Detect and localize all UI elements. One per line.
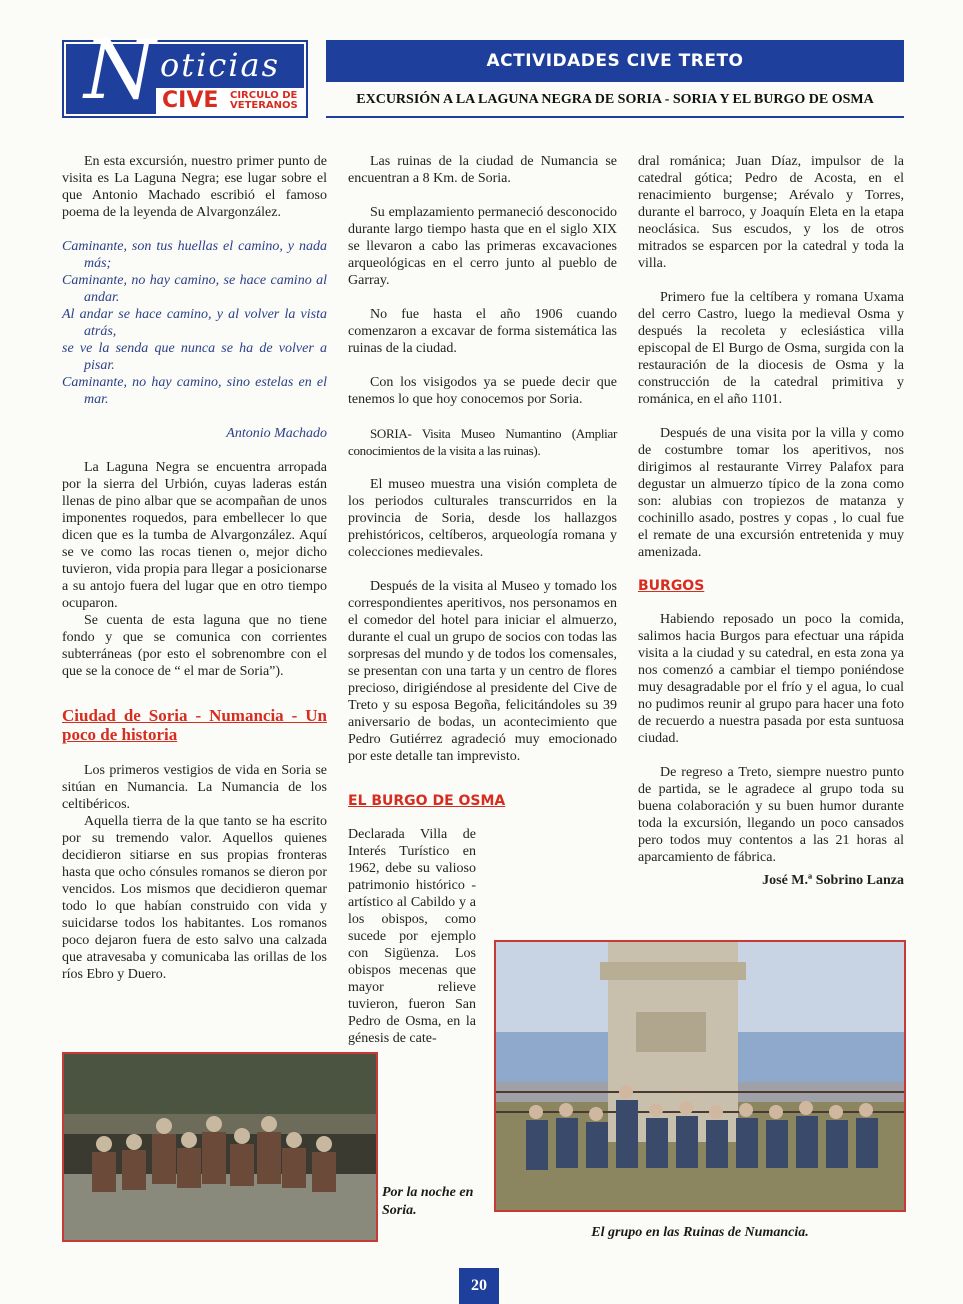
- paragraph: Primero fue la celtíbera y romana Uxama del cerro Castro, luego la medieval Osma y después la recoleta y eclesiástica villa episcopal de El Burgo de Osma, surgida con la restauración de la diocesis de Osma y la construcción de la catedral primitiva y románica, en el año 1101.: [638, 290, 904, 407]
- newsletter-logo: [62, 23, 308, 118]
- paragraph: Las ruinas de la ciudad de Numancia se encuentran a 8 Km. de Soria.: [348, 154, 617, 186]
- paragraph-partial: Declarada Villa de Interés Turístico en 1962, debe su valioso patrimonio histórico - artístico al Cabildo y a los obispos, como sucede por ejemplo con Sigüenza. Los obispos mecenas que mayor relieve tuvieron, fueron San Pedro de Osma, en la génesis de cate-: [348, 827, 476, 1046]
- column-3: [638, 153, 904, 889]
- paragraph: Aquella tierra de la que tanto se ha escrito por su tremendo valor. Aquellos quienes decidieron sitiarse en sus propias fronteras hasta que ocho cónsules romanos se dieron por vencidos. Los mismos que decidieron quemar todo lo que habían construido con vida y suicidarse todos los habitantes. Los romanos poco dejaron fuera de esto salvo una calzada que atravesaba y comunicaba las orillas de los ríos Ebro y Duero.: [62, 814, 327, 982]
- caption-photo-1: Por la noche en Soria.: [382, 1185, 474, 1218]
- paragraph: SORIA- Visita Museo Numantino (Ampliar conocimientos de la visita a las ruinas).: [348, 426, 617, 458]
- column-1: [62, 153, 327, 1000]
- logo-word: oticias: [160, 46, 281, 84]
- paragraph: Los primeros vestigios de vida en Soria se sitúan en Numancia. La Numancia de los celtibéricos.: [62, 763, 327, 812]
- column-2: [348, 153, 617, 1064]
- poem-line: Al andar se hace camino, y al volver la vista atrás,: [62, 307, 327, 339]
- poem-line: Caminante, no hay camino, sino estelas en el mar.: [62, 375, 327, 407]
- logo-brand: CIVE: [162, 88, 219, 113]
- group-photo-illustration: [64, 1054, 376, 1240]
- paragraph: El museo muestra una visión completa de los periodos culturales transcurridos en la provincia de Soria, desde los hallazgos prehistóricos, celtíberos, arqueología romana y colecciones medievales.: [348, 477, 617, 560]
- paragraph: Su emplazamiento permaneció desconocido durante largo tiempo hasta que en el siglo XIX se llevaron a cabo las primeras excavaciones arqueológicas en el cerro junto al pueblo de Garray.: [348, 205, 617, 288]
- paragraph: No fue hasta el año 1906 cuando comenzaron a excavar de forma sistemática las ruinas de la ciudad.: [348, 307, 617, 356]
- section-heading-burgos: BURGOS: [638, 578, 705, 594]
- paragraph: La Laguna Negra se encuentra arropada por la sierra del Urbión, cuyas laderas están llenas de pino albar que se acompañan de unos imponentes roquedos, para embellecer lo que dicen que es la tumba de Alvargonzález. Aquí se ve como las rocas tienen o, mejor dicho tuvieron, vida propia para llegar a posicionarse a su antojo fuera del lugar que en otro tiempo ocuparon.: [62, 460, 327, 611]
- poem-line: se ve la senda que nunca se ha de volver a pisar.: [62, 341, 327, 373]
- poem-line: Caminante, son tus huellas el camino, y nada más;: [62, 239, 327, 271]
- logo-initial: N: [84, 23, 156, 118]
- article-author: José M.ª Sobrino Lanza: [762, 873, 904, 888]
- paragraph: dral románica; Juan Díaz, impulsor de la catedral gótica; Pedro de Acosta, en el renacimiento burgense; Arévalo y Torres, durante el barroco, y Joaquín Eleta en la etapa neoclásica. Sus escudos, y los de otros mitrados se esparcen por la catedral y toda la villa.: [638, 154, 904, 271]
- paragraph: Se cuenta de esta laguna que no tiene fondo y que se comunica con corrientes subterráneas (por esto el sobrenombre con el que se la conoce de “ el mar de Soria”).: [62, 613, 327, 679]
- paragraph: De regreso a Treto, siempre nuestro punto de partida, se le agradece al grupo toda su buena colaboración y su buen humor durante toda la excursión, llegando un poco cansados pero todos muy contentos a las 21 horas al aparcamiento de fábrica.: [638, 765, 904, 865]
- caption-photo-2: El grupo en las Ruinas de Numancia.: [591, 1225, 809, 1240]
- photo-numancia-ruins: [494, 940, 906, 1212]
- article-subtitle: EXCURSIÓN A LA LAGUNA NEGRA DE SORIA - SORIA Y EL BURGO DE OSMA: [326, 84, 904, 118]
- page-number: 20: [459, 1268, 499, 1304]
- paragraph: Habiendo reposado un poco la comida, salimos hacia Burgos para efectuar una rápida visita a la ciudad y su catedral, en esta zona ya nos comenzó a cambiar el tiempo poniéndose muy desagradable por el frío y el agua, lo cual no pudimos reunir al grupo para hacer una foto de recuerdo a nuestra pasada por esta suntuosa ciudad.: [638, 612, 904, 746]
- poem-line: Caminante, no hay camino, se hace camino al andar.: [62, 273, 327, 305]
- logo-subtitle: CIRCULO DE VETERANOS: [230, 90, 298, 111]
- paragraph: En esta excursión, nuestro primer punto de visita es La Laguna Negra; ese lugar sobre el que Antonio Machado escribió el famoso poema de la leyenda de Alvargonzález.: [62, 154, 327, 220]
- poem-author: Antonio Machado: [226, 426, 327, 441]
- paragraph: Después de la visita al Museo y tomado los correspondientes aperitivos, nos personamos en el comedor del hotel para iniciar el almuerzo, durante el cual un grupo de socios con todas las sorpresas del mundo y de todos los comensales, se presentan con una tarta y un centro de flores precioso, dirigiéndose al presidente del Cive de Treto y su esposa Begoña, felicitándoles su 39 aniversario de bodas, un acontecimiento que Pedro Gutiérrez agradeció muy emocionado por este detalle tan imprevisto.: [348, 579, 617, 764]
- section-heading-burgo: EL BURGO DE OSMA: [348, 793, 506, 809]
- section-heading-numancia: Ciudad de Soria - Numancia - Un poco de historia: [62, 706, 327, 744]
- poem: [62, 238, 327, 408]
- group-photo-illustration: [496, 942, 904, 1210]
- paragraph: Con los visigodos ya se puede decir que tenemos lo que hoy conocemos por Soria.: [348, 375, 617, 407]
- section-title: ACTIVIDADES CIVE TRETO: [326, 40, 904, 82]
- paragraph: Después de una visita por la villa y como de costumbre tomar los aperitivos, nos dirigimos al restaurante Virrey Palafox para degustar un almuerzo típico de la zona como son: alubias con tropiezos de matanza y cochinillo asado, postres y copas , lo cual fue el remate de una excursión entretenida y muy amenizada.: [638, 426, 904, 560]
- photo-night-soria: [62, 1052, 378, 1242]
